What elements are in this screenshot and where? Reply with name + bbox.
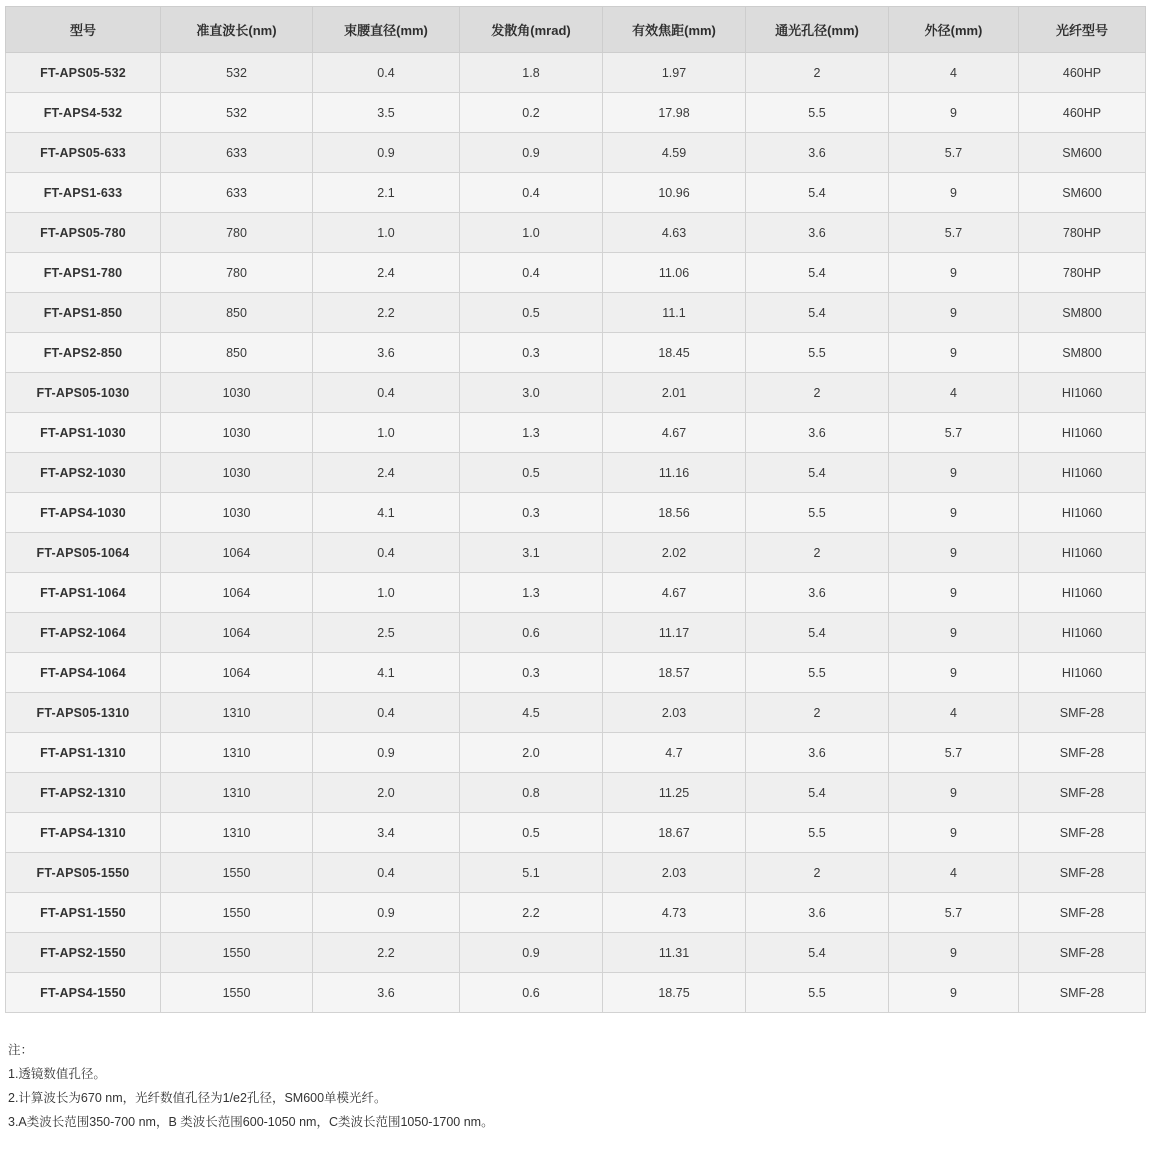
table-cell: SMF-28 bbox=[1019, 853, 1146, 893]
table-cell: 11.16 bbox=[603, 453, 746, 493]
table-cell: 3.6 bbox=[313, 973, 460, 1013]
table-row bbox=[6, 173, 1146, 213]
table-cell: 3.6 bbox=[746, 213, 889, 253]
table-cell: 5.5 bbox=[746, 973, 889, 1013]
table-cell: 10.96 bbox=[603, 173, 746, 213]
table-cell: 0.5 bbox=[460, 453, 603, 493]
table-cell: 2.2 bbox=[460, 893, 603, 933]
table-cell: 0.5 bbox=[460, 293, 603, 333]
table-cell: 2 bbox=[746, 53, 889, 93]
table-cell: HI1060 bbox=[1019, 533, 1146, 573]
table-cell: 4 bbox=[889, 373, 1019, 413]
table-cell: 2.1 bbox=[313, 173, 460, 213]
table-cell-model: FT-APS4-1064 bbox=[6, 653, 161, 693]
table-cell: 5.1 bbox=[460, 853, 603, 893]
column-header-fiber-type: 光纤型号 bbox=[1019, 7, 1146, 53]
table-cell: 4.73 bbox=[603, 893, 746, 933]
table-cell: 1064 bbox=[161, 573, 313, 613]
table-cell: 4 bbox=[889, 693, 1019, 733]
table-row bbox=[6, 653, 1146, 693]
table-cell: 2.4 bbox=[313, 453, 460, 493]
table-cell: 1064 bbox=[161, 613, 313, 653]
table-row bbox=[6, 733, 1146, 773]
table-cell: 18.67 bbox=[603, 813, 746, 853]
specification-table bbox=[5, 6, 1146, 1013]
table-cell: 5.5 bbox=[746, 653, 889, 693]
table-cell: 0.4 bbox=[313, 373, 460, 413]
table-cell: 4 bbox=[889, 853, 1019, 893]
table-cell-model: FT-APS05-633 bbox=[6, 133, 161, 173]
table-cell: 780HP bbox=[1019, 213, 1146, 253]
table-cell: SM600 bbox=[1019, 133, 1146, 173]
table-cell: 9 bbox=[889, 173, 1019, 213]
table-cell-model: FT-APS4-1030 bbox=[6, 493, 161, 533]
note-item-3: 3.A类波长范围350-700 nm，B 类波长范围600-1050 nm，C类波长范围1050-1700 nm。 bbox=[8, 1115, 494, 1129]
table-cell: 5.7 bbox=[889, 413, 1019, 453]
table-cell: 3.6 bbox=[746, 573, 889, 613]
table-row bbox=[6, 373, 1146, 413]
table-cell: 2.2 bbox=[313, 293, 460, 333]
table-cell: 11.1 bbox=[603, 293, 746, 333]
column-header-divergence-angle: 发散角(mrad) bbox=[460, 7, 603, 53]
table-cell: 18.75 bbox=[603, 973, 746, 1013]
table-row bbox=[6, 293, 1146, 333]
table-cell: 4.5 bbox=[460, 693, 603, 733]
table-cell: 2.2 bbox=[313, 933, 460, 973]
table-row bbox=[6, 893, 1146, 933]
column-header-beam-waist-diameter: 束腰直径(mm) bbox=[313, 7, 460, 53]
table-row bbox=[6, 933, 1146, 973]
table-cell: 5.5 bbox=[746, 333, 889, 373]
table-cell: 0.9 bbox=[313, 133, 460, 173]
table-row bbox=[6, 333, 1146, 373]
table-row bbox=[6, 253, 1146, 293]
table-cell: 0.4 bbox=[313, 693, 460, 733]
table-cell: 9 bbox=[889, 573, 1019, 613]
table-row bbox=[6, 213, 1146, 253]
table-cell: HI1060 bbox=[1019, 493, 1146, 533]
table-cell: HI1060 bbox=[1019, 613, 1146, 653]
table-cell: 0.8 bbox=[460, 773, 603, 813]
note-item-1: 1.透镜数值孔径。 bbox=[8, 1067, 106, 1081]
table-cell: 633 bbox=[161, 133, 313, 173]
table-cell: 3.4 bbox=[313, 813, 460, 853]
table-cell: 5.4 bbox=[746, 253, 889, 293]
table-cell: 2.03 bbox=[603, 693, 746, 733]
table-cell: 5.4 bbox=[746, 293, 889, 333]
table-cell-model: FT-APS05-532 bbox=[6, 53, 161, 93]
table-row bbox=[6, 853, 1146, 893]
table-row bbox=[6, 133, 1146, 173]
table-cell: 2.01 bbox=[603, 373, 746, 413]
table-cell: 4.7 bbox=[603, 733, 746, 773]
table-row bbox=[6, 533, 1146, 573]
table-cell: 0.3 bbox=[460, 333, 603, 373]
table-cell: 0.9 bbox=[460, 933, 603, 973]
table-cell: 11.25 bbox=[603, 773, 746, 813]
table-cell: 0.9 bbox=[313, 893, 460, 933]
table-cell: 1550 bbox=[161, 853, 313, 893]
table-cell: 633 bbox=[161, 173, 313, 213]
table-cell: 780 bbox=[161, 253, 313, 293]
table-row bbox=[6, 53, 1146, 93]
table-cell: 18.57 bbox=[603, 653, 746, 693]
table-cell: 5.7 bbox=[889, 133, 1019, 173]
column-header-model: 型号 bbox=[6, 7, 161, 53]
table-cell: 1310 bbox=[161, 813, 313, 853]
table-cell: 9 bbox=[889, 933, 1019, 973]
table-cell: 2 bbox=[746, 853, 889, 893]
table-cell: 4.67 bbox=[603, 413, 746, 453]
table-cell: 17.98 bbox=[603, 93, 746, 133]
table-cell: SMF-28 bbox=[1019, 813, 1146, 853]
table-cell: 1030 bbox=[161, 453, 313, 493]
table-cell: 5.7 bbox=[889, 213, 1019, 253]
table-cell-model: FT-APS1-1550 bbox=[6, 893, 161, 933]
table-row bbox=[6, 493, 1146, 533]
table-cell: 9 bbox=[889, 453, 1019, 493]
table-cell: 1030 bbox=[161, 493, 313, 533]
table-cell: SM800 bbox=[1019, 333, 1146, 373]
table-cell: 9 bbox=[889, 493, 1019, 533]
table-cell: 780 bbox=[161, 213, 313, 253]
table-row bbox=[6, 773, 1146, 813]
table-cell: 532 bbox=[161, 93, 313, 133]
table-cell: HI1060 bbox=[1019, 453, 1146, 493]
table-cell: 5.5 bbox=[746, 493, 889, 533]
table-cell-model: FT-APS2-1550 bbox=[6, 933, 161, 973]
table-row bbox=[6, 693, 1146, 733]
table-cell: SM600 bbox=[1019, 173, 1146, 213]
table-cell: 5.4 bbox=[746, 453, 889, 493]
table-row bbox=[6, 973, 1146, 1013]
table-cell: 1310 bbox=[161, 693, 313, 733]
table-cell: 4.1 bbox=[313, 653, 460, 693]
table-cell: 460HP bbox=[1019, 93, 1146, 133]
table-cell: 1030 bbox=[161, 413, 313, 453]
table-cell: SMF-28 bbox=[1019, 973, 1146, 1013]
table-cell: 0.9 bbox=[460, 133, 603, 173]
table-row bbox=[6, 413, 1146, 453]
table-cell: 0.5 bbox=[460, 813, 603, 853]
table-row bbox=[6, 813, 1146, 853]
table-cell: 5.4 bbox=[746, 933, 889, 973]
table-cell: 3.1 bbox=[460, 533, 603, 573]
table-body bbox=[6, 53, 1146, 1013]
table-cell: SMF-28 bbox=[1019, 933, 1146, 973]
table-cell: 532 bbox=[161, 53, 313, 93]
table-cell: 1550 bbox=[161, 933, 313, 973]
table-cell: 5.7 bbox=[889, 733, 1019, 773]
note-item-2: 2.计算波长为670 nm，光纤数值孔径为1/e2孔径，SM600单模光纤。 bbox=[8, 1091, 387, 1105]
table-cell-model: FT-APS05-1550 bbox=[6, 853, 161, 893]
table-header-row bbox=[6, 7, 1146, 53]
table-cell: 4.59 bbox=[603, 133, 746, 173]
table-cell: 9 bbox=[889, 613, 1019, 653]
table-cell-model: FT-APS2-1310 bbox=[6, 773, 161, 813]
table-cell-model: FT-APS05-1064 bbox=[6, 533, 161, 573]
table-cell: SM800 bbox=[1019, 293, 1146, 333]
table-cell: 3.6 bbox=[746, 733, 889, 773]
table-cell: 4.1 bbox=[313, 493, 460, 533]
table-cell: 18.45 bbox=[603, 333, 746, 373]
table-cell: 1550 bbox=[161, 893, 313, 933]
table-cell: 1.0 bbox=[313, 413, 460, 453]
table-cell-model: FT-APS4-532 bbox=[6, 93, 161, 133]
table-cell-model: FT-APS1-780 bbox=[6, 253, 161, 293]
table-cell: 0.6 bbox=[460, 613, 603, 653]
table-cell: 2.4 bbox=[313, 253, 460, 293]
table-cell: 0.4 bbox=[460, 253, 603, 293]
table-cell-model: FT-APS4-1310 bbox=[6, 813, 161, 853]
table-cell: 2.5 bbox=[313, 613, 460, 653]
table-cell: 0.4 bbox=[460, 173, 603, 213]
table-cell-model: FT-APS4-1550 bbox=[6, 973, 161, 1013]
table-cell: 1.3 bbox=[460, 413, 603, 453]
table-cell: 780HP bbox=[1019, 253, 1146, 293]
table-cell: 9 bbox=[889, 93, 1019, 133]
table-cell: 5.4 bbox=[746, 173, 889, 213]
table-cell: 4.63 bbox=[603, 213, 746, 253]
table-cell: 18.56 bbox=[603, 493, 746, 533]
table-cell: 11.06 bbox=[603, 253, 746, 293]
table-cell: 4 bbox=[889, 53, 1019, 93]
table-cell: 3.6 bbox=[746, 413, 889, 453]
table-cell: 2.03 bbox=[603, 853, 746, 893]
table-cell: 1.3 bbox=[460, 573, 603, 613]
table-cell: 9 bbox=[889, 533, 1019, 573]
table-cell: HI1060 bbox=[1019, 653, 1146, 693]
table-cell: 9 bbox=[889, 773, 1019, 813]
table-cell: 0.3 bbox=[460, 653, 603, 693]
table-cell-model: FT-APS2-1030 bbox=[6, 453, 161, 493]
table-cell: 1.0 bbox=[460, 213, 603, 253]
table-cell: 0.9 bbox=[313, 733, 460, 773]
table-row bbox=[6, 573, 1146, 613]
table-cell: 1.0 bbox=[313, 213, 460, 253]
table-row bbox=[6, 453, 1146, 493]
notes-section bbox=[8, 1039, 1150, 1133]
table-cell: 1.8 bbox=[460, 53, 603, 93]
table-cell-model: FT-APS1-1310 bbox=[6, 733, 161, 773]
notes-title: 注： bbox=[8, 1043, 34, 1057]
table-cell-model: FT-APS1-1064 bbox=[6, 573, 161, 613]
table-cell: 1064 bbox=[161, 533, 313, 573]
table-cell-model: FT-APS2-850 bbox=[6, 333, 161, 373]
table-cell: HI1060 bbox=[1019, 573, 1146, 613]
table-cell: 5.5 bbox=[746, 93, 889, 133]
table-cell: 3.6 bbox=[746, 133, 889, 173]
table-cell: 11.17 bbox=[603, 613, 746, 653]
table-cell-model: FT-APS05-1030 bbox=[6, 373, 161, 413]
column-header-clear-aperture: 通光孔径(mm) bbox=[746, 7, 889, 53]
table-cell: 1310 bbox=[161, 733, 313, 773]
table-cell: 0.6 bbox=[460, 973, 603, 1013]
table-header bbox=[6, 7, 1146, 53]
table-cell: 2 bbox=[746, 373, 889, 413]
table-cell: 9 bbox=[889, 813, 1019, 853]
table-row bbox=[6, 613, 1146, 653]
table-cell: 4.67 bbox=[603, 573, 746, 613]
column-header-effective-focal-length: 有效焦距(mm) bbox=[603, 7, 746, 53]
table-cell: 3.0 bbox=[460, 373, 603, 413]
table-cell: 3.5 bbox=[313, 93, 460, 133]
table-cell: HI1060 bbox=[1019, 373, 1146, 413]
table-cell: 0.4 bbox=[313, 533, 460, 573]
table-cell: 1550 bbox=[161, 973, 313, 1013]
table-cell: SMF-28 bbox=[1019, 733, 1146, 773]
table-cell-model: FT-APS05-1310 bbox=[6, 693, 161, 733]
table-cell: SMF-28 bbox=[1019, 893, 1146, 933]
table-cell: 1.97 bbox=[603, 53, 746, 93]
table-cell: 0.2 bbox=[460, 93, 603, 133]
table-cell: 5.4 bbox=[746, 773, 889, 813]
table-cell-model: FT-APS05-780 bbox=[6, 213, 161, 253]
table-cell: SMF-28 bbox=[1019, 773, 1146, 813]
table-cell: 9 bbox=[889, 293, 1019, 333]
table-cell: 1310 bbox=[161, 773, 313, 813]
table-cell: 5.4 bbox=[746, 613, 889, 653]
table-cell: SMF-28 bbox=[1019, 693, 1146, 733]
table-cell: 1.0 bbox=[313, 573, 460, 613]
table-cell: 11.31 bbox=[603, 933, 746, 973]
table-cell: 850 bbox=[161, 293, 313, 333]
table-cell: 0.4 bbox=[313, 53, 460, 93]
table-cell-model: FT-APS1-633 bbox=[6, 173, 161, 213]
table-cell: 9 bbox=[889, 333, 1019, 373]
table-cell-model: FT-APS1-1030 bbox=[6, 413, 161, 453]
table-cell: 2.02 bbox=[603, 533, 746, 573]
table-cell: 0.3 bbox=[460, 493, 603, 533]
table-cell: 5.7 bbox=[889, 893, 1019, 933]
column-header-collimation-wavelength: 准直波长(nm) bbox=[161, 7, 313, 53]
table-cell: 850 bbox=[161, 333, 313, 373]
table-cell: 3.6 bbox=[313, 333, 460, 373]
table-cell: 1030 bbox=[161, 373, 313, 413]
table-cell: 2.0 bbox=[460, 733, 603, 773]
table-cell: 2 bbox=[746, 533, 889, 573]
table-cell: 9 bbox=[889, 973, 1019, 1013]
table-cell: 0.4 bbox=[313, 853, 460, 893]
table-row bbox=[6, 93, 1146, 133]
table-cell-model: FT-APS2-1064 bbox=[6, 613, 161, 653]
table-cell: 2 bbox=[746, 693, 889, 733]
table-cell: 1064 bbox=[161, 653, 313, 693]
table-cell: 2.0 bbox=[313, 773, 460, 813]
table-cell: 9 bbox=[889, 653, 1019, 693]
column-header-outer-diameter: 外径(mm) bbox=[889, 7, 1019, 53]
table-cell: 5.5 bbox=[746, 813, 889, 853]
table-cell: 3.6 bbox=[746, 893, 889, 933]
table-cell: HI1060 bbox=[1019, 413, 1146, 453]
table-cell: 460HP bbox=[1019, 53, 1146, 93]
table-cell-model: FT-APS1-850 bbox=[6, 293, 161, 333]
table-cell: 9 bbox=[889, 253, 1019, 293]
